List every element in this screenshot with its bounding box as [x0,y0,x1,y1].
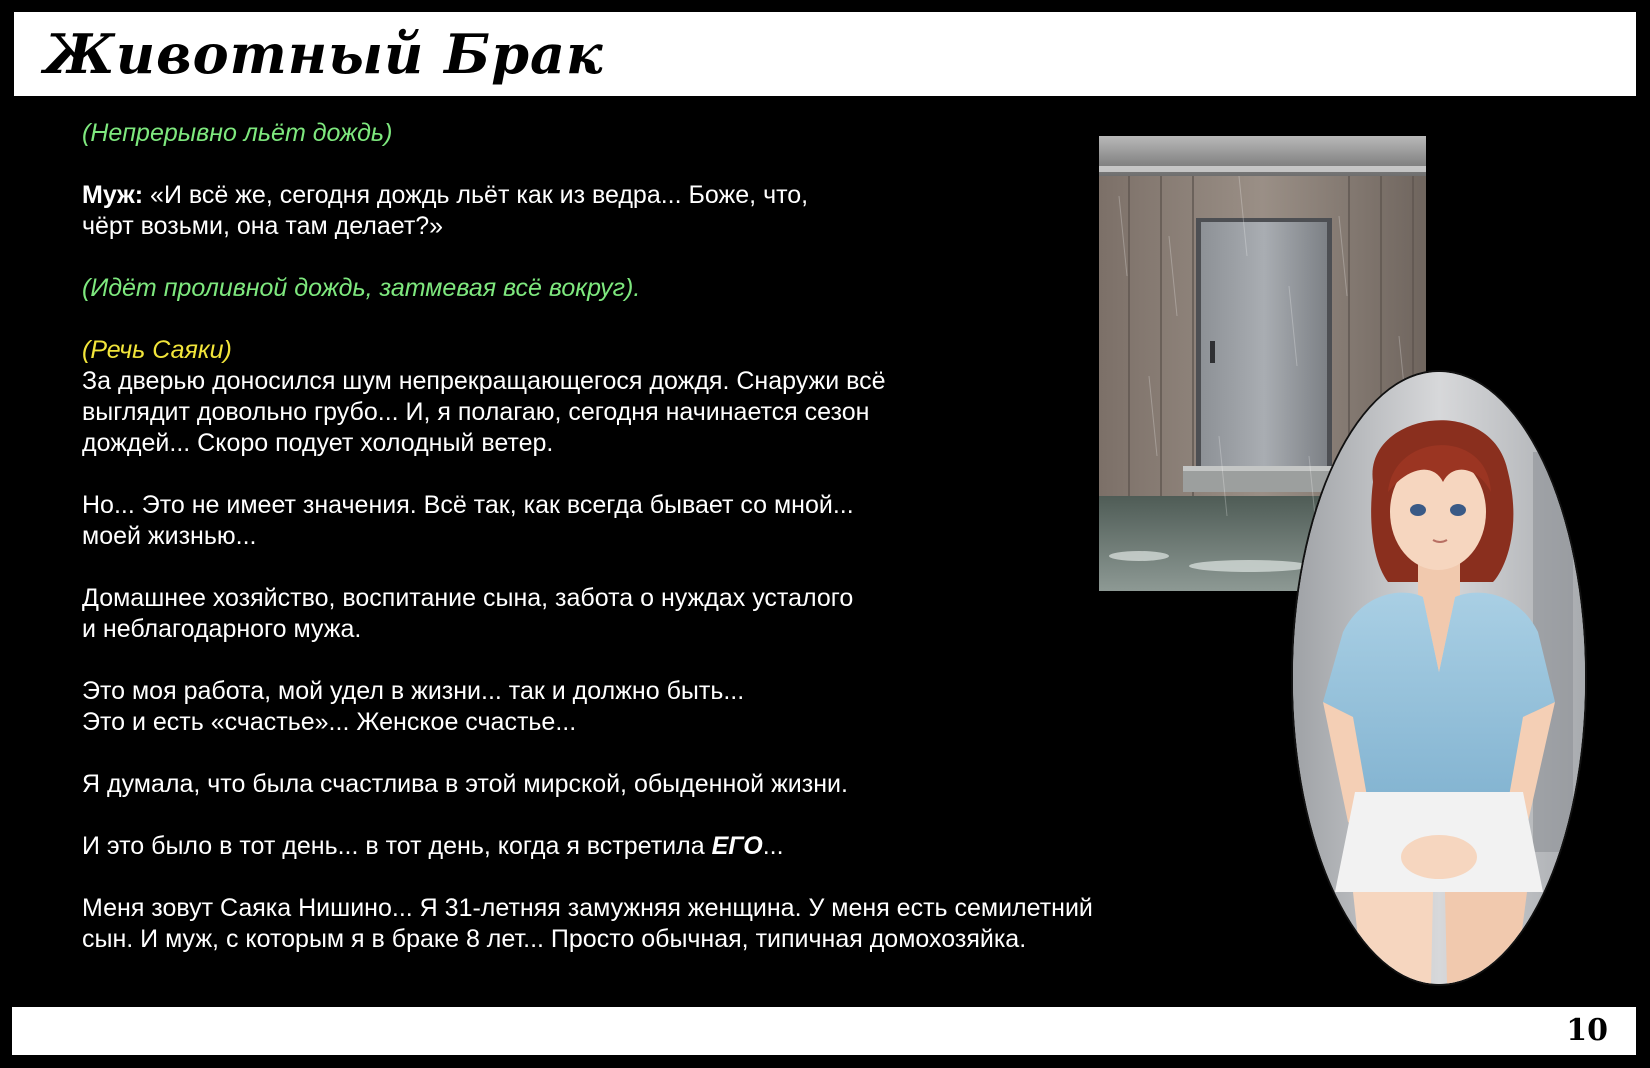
sayaka-line-1: За дверью доносился шум непрекращающегося дождя. Снаружи всё [82,367,886,395]
paragraph-housework [82,583,1282,645]
sayaka-line-3: дождей... Скоро подует холодный ветер. [82,429,554,457]
text-line: сын. И муж, с которым я в браке 8 лет... Просто обычная, типичная домохозяйка. [82,925,1027,953]
text-line: Но... Это не имеет значения. Всё так, как всегда бывает со мной... [82,491,854,519]
page-title: Животный Брак [44,22,604,86]
text-line: Домашнее хозяйство, воспитание сына, забота о нуждах усталого [82,584,854,612]
sayaka-line-2: выглядит довольно грубо... И, я полагаю, сегодня начинается сезон [82,398,870,426]
text-line: Меня зовут Саяка Нишино... Я 31-летняя замужняя женщина. У меня есть семилетний [82,894,1093,922]
character-portrait [1293,372,1585,984]
husband-line-1: «И всё же, сегодня дождь льёт как из ведра... Боже, что, [143,181,809,209]
text-line: и неблагодарного мужа. [82,615,362,643]
husband-line-2: чёрт возьми, она там делает?» [82,212,444,240]
paragraph-introduction [82,893,1282,955]
speech-label: (Речь Саяки) [82,336,232,364]
text-line: И это было в тот день... в тот день, когда я встретила [82,832,712,860]
speaker-label: Муж: [82,181,144,209]
title-bar [14,12,1636,96]
text-line: моей жизнью... [82,522,257,550]
footer-bar [12,1007,1636,1055]
paragraph-met-him [82,831,1282,862]
text-line: Это моя работа, мой удел в жизни... так и должно быть... [82,677,745,705]
text-line: Это и есть «счастье»... Женское счастье... [82,708,577,736]
stage-direction-downpour: (Идёт проливной дождь, затмевая всё вокруг). [82,274,641,302]
text-line: ... [762,832,784,860]
paragraph-happiness [82,676,1282,738]
emphasis-him: ЕГО [711,832,763,860]
page-number: 10 [1566,1013,1608,1048]
paragraph-thought: Я думала, что была счастлива в этой мирской, обыденной жизни. [82,770,848,798]
stage-direction-rain: (Непрерывно льёт дождь) [82,119,393,147]
